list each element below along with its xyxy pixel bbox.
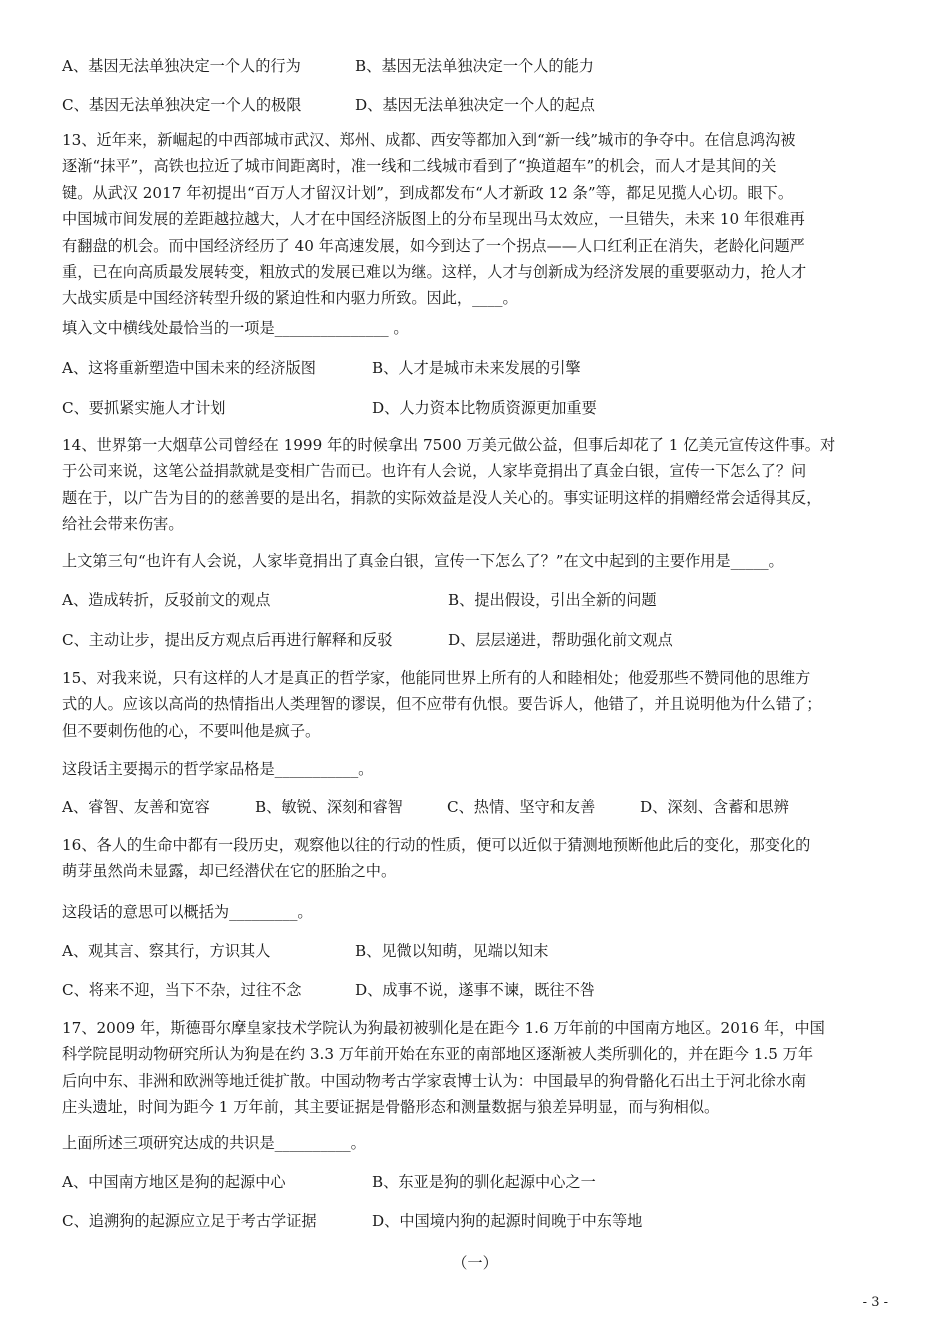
q13-option-c: C、要抓紧实施人才计划 <box>62 399 226 417</box>
q14-question: 上文第三句“也许有人会说，人家毕竟捐出了真金白银，宣传一下怎么了？”在文中起到的主要作用是_____。 <box>62 552 784 570</box>
q17-option-d: D、中国境内狗的起源时间晚于中东等地 <box>372 1212 643 1230</box>
passage-line: 大战实质是中国经济转型升级的紧迫性和内驱力所致。因此，____。 <box>62 289 518 308</box>
q13-question: 填入文中横线处最恰当的一项是_______________ 。 <box>62 319 409 337</box>
passage-line: 16、各人的生命中都有一段历史，观察他以往的行动的性质，便可以近似于猜测地预断他此后的变化，那变化的 <box>62 836 811 854</box>
q15-option-c: C、热情、坚守和友善 <box>447 798 596 816</box>
q15-question: 这段话主要揭示的哲学家品格是___________。 <box>62 760 374 778</box>
q14-option-c: C、主动让步，提出反方观点后再进行解释和反驳 <box>62 631 393 649</box>
passage-line: 给社会带来伤害。 <box>62 515 184 534</box>
q17-question: 上面所述三项研究达成的共识是__________。 <box>62 1134 366 1152</box>
passage-line: 于公司来说，这笔公益捐款就是变相广告而已。也许有人会说，人家毕竟捐出了真金白银，宣传一下怎么了？问 <box>62 462 807 481</box>
q15-option-b: B、敏锐、深刻和睿智 <box>255 798 403 816</box>
q15-option-d: D、深刻、含蓄和思辨 <box>640 798 789 816</box>
q14-option-a: A、造成转折，反驳前文的观点 <box>62 591 271 609</box>
q15-option-a: A、睿智、友善和宽容 <box>62 798 210 816</box>
q12-option-d: D、基因无法单独决定一个人的起点 <box>355 96 595 114</box>
passage-line: 有翻盘的机会。而中国经济经历了 40 年高速发展，如今到达了一个拐点——人口红利正在消失，老龄化问题严 <box>62 236 805 255</box>
q16-option-b: B、见微以知萌，见端以知末 <box>355 942 549 960</box>
q14-passage <box>62 432 888 538</box>
passage-line: 萌芽虽然尚未显露，却已经潜伏在它的胚胎之中。 <box>62 862 397 881</box>
passage-line: 17、2009 年，斯德哥尔摩皇家技术学院认为狗最初被驯化是在距今 1.6 万年前的中国南方地区。2016 年，中国 <box>62 1019 825 1037</box>
q13-option-a: A、这将重新塑造中国未来的经济版图 <box>62 359 316 377</box>
passage-line: 后向中东、非洲和欧洲等地迁徙扩散。中国动物考古学家袁博士认为：中国最早的狗骨骼化石出土于河北徐水南 <box>62 1071 807 1090</box>
q16-passage <box>62 832 888 885</box>
passage-line: 13、近年来，新崛起的中西部城市武汉、郑州、成都、西安等都加入到“新一线”城市的争夺中。在信息鸿沟被 <box>62 131 796 149</box>
passage-line: 逐渐“抹平”，高铁也拉近了城市间距离时，准一线和二线城市看到了“换道超车”的机会，而人才是其间的关 <box>62 157 777 176</box>
q14-option-b: B、提出假设，引出全新的问题 <box>448 591 657 609</box>
q15-passage <box>62 665 888 744</box>
q16-option-a: A、观其言、察其行，方识其人 <box>62 942 271 960</box>
q16-option-c: C、将来不迎，当下不杂，过往不念 <box>62 981 302 999</box>
q12-option-a: A、基因无法单独决定一个人的行为 <box>62 57 301 75</box>
q17-option-b: B、东亚是狗的驯化起源中心之一 <box>372 1173 596 1191</box>
passage-line: 中国城市间发展的差距越拉越大，人才在中国经济版图上的分布呈现出马太效应，一旦错失，未来 10 年很难再 <box>62 210 805 229</box>
page-number: - 3 - <box>862 1295 888 1310</box>
passage-line: 科学院昆明动物研究所认为狗是在约 3.3 万年前开始在东亚的南部地区逐渐被人类所驯化的，并在距今 1.5 万年 <box>62 1045 814 1064</box>
passage-line: 重，已在向高质最发展转变，粗放式的发展已难以为继。这样，人才与创新成为经济发展的重要驱动力，抢人才 <box>62 262 807 281</box>
q13-option-b: B、人才是城市未来发展的引擎 <box>372 359 581 377</box>
q16-option-d: D、成事不说，遂事不谏，既往不咎 <box>355 981 595 999</box>
q12-option-b: B、基因无法单独决定一个人的能力 <box>355 57 594 75</box>
q17-option-c: C、追溯狗的起源应立足于考古学证据 <box>62 1212 317 1230</box>
section-label: （一） <box>452 1254 498 1272</box>
q14-option-d: D、层层递进，帮助强化前文观点 <box>448 631 673 649</box>
passage-line: 题在于，以广告为目的的慈善要的是出名，捐款的实际效益是没人关心的。事实证明这样的捐赠经常会适得其反， <box>62 488 822 507</box>
passage-line: 15、对我来说，只有这样的人才是真正的哲学家，他能同世界上所有的人和睦相处；他爱那些不赞同他的思维方 <box>62 669 811 687</box>
q12-option-c: C、基因无法单独决定一个人的极限 <box>62 96 302 114</box>
q16-question: 这段话的意思可以概括为_________。 <box>62 903 313 921</box>
passage-line: 但不要刺伤他的心，不要叫他是疯子。 <box>62 721 321 740</box>
q13-option-d: D、人力资本比物质资源更加重要 <box>372 399 597 417</box>
q13-passage <box>62 127 888 312</box>
passage-line: 14、世界第一大烟草公司曾经在 1999 年的时候拿出 7500 万美元做公益，但事后却花了 1 亿美元宣传这件事。对 <box>62 436 836 454</box>
q17-passage <box>62 1015 888 1121</box>
q17-option-a: A、中国南方地区是狗的起源中心 <box>62 1173 286 1191</box>
passage-line: 键。从武汉 2017 年初提出“百万人才留汉计划”，到成都发布“人才新政 12 条”等，都足见揽人心切。眼下。 <box>62 183 794 202</box>
passage-line: 式的人。应该以高尚的热情指出人类理智的谬误，但不应带有仇恨。要告诉人，他错了，并且说明他为什么错了； <box>62 695 822 714</box>
passage-line: 庄头遗址，时间为距今 1 万年前，其主要证据是骨骼形态和测量数据与狼差异明显，而与狗相似。 <box>62 1098 720 1117</box>
